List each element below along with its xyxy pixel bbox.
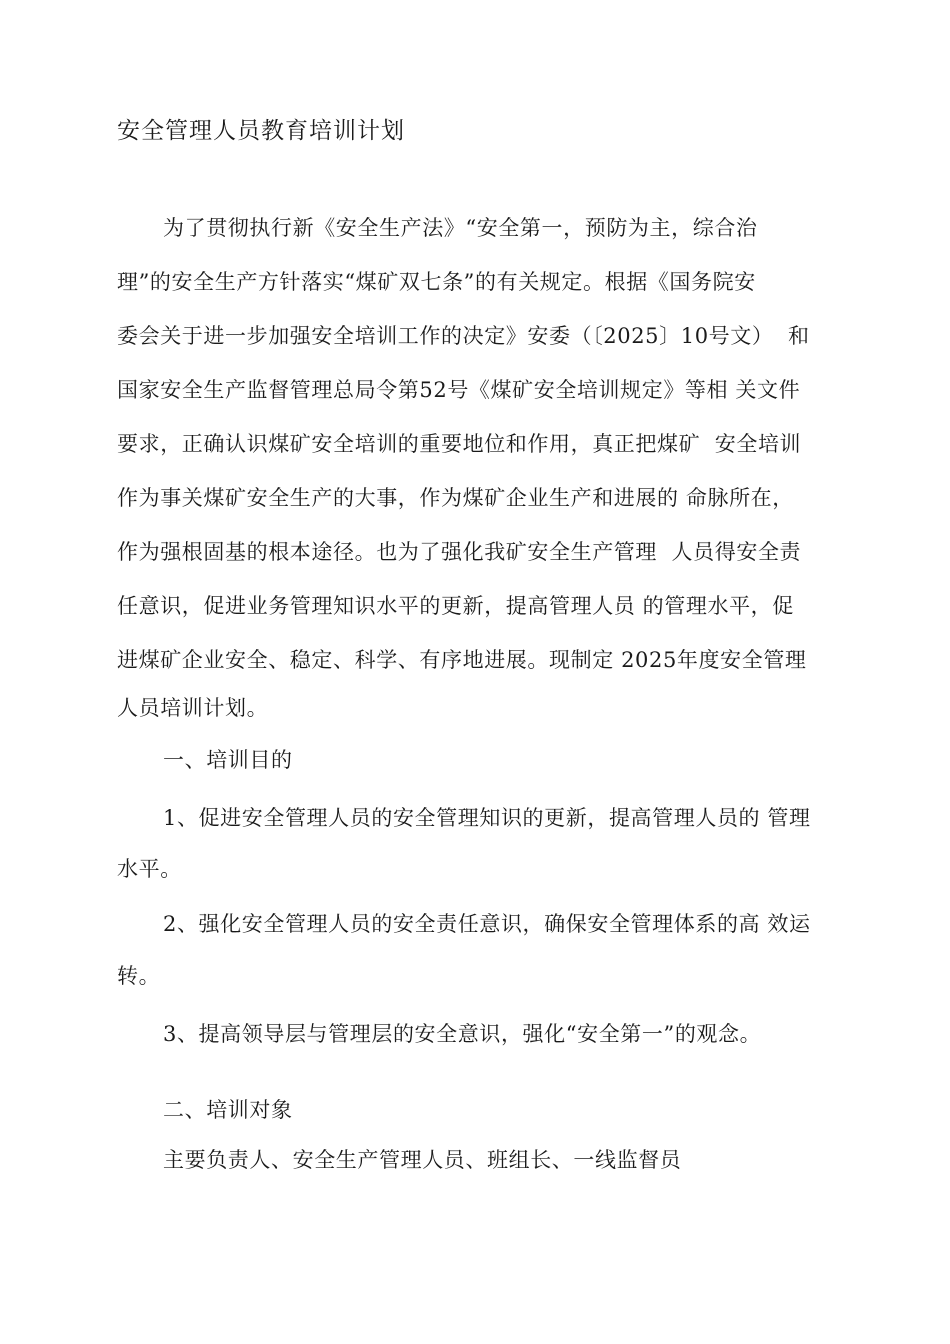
document-title: 安全管理人员教育培训计划 (117, 118, 405, 144)
intro-line: 为了贯彻执行新《安全生产法》“安全第一，预防为主，综合治 (163, 216, 758, 240)
intro-line: 人员培训计划。 (117, 696, 269, 720)
intro-line: 进煤矿企业安全、稳定、科学、有序地进展。现制定 2025年度安全管理 (117, 648, 807, 672)
list-item-2-line: 2、强化安全管理人员的安全责任意识，确保安全管理体系的高 效运 (163, 912, 811, 936)
intro-line: 任意识，促进业务管理知识水平的更新，提高管理人员 的管理水平，促 (117, 594, 794, 618)
intro-line: 要求，正确认识煤矿安全培训的重要地位和作用，真正把煤矿 安全培训 (117, 432, 802, 456)
list-item-2-line: 转。 (117, 964, 161, 988)
list-item-1-line: 1、促进安全管理人员的安全管理知识的更新，提高管理人员的 管理 (163, 806, 811, 830)
list-item-1-line: 水平。 (117, 857, 182, 881)
section-heading-purpose: 一、培训目的 (163, 748, 293, 772)
list-item-3: 3、提高领导层与管理层的安全意识，强化“安全第一”的观念。 (163, 1022, 762, 1046)
intro-line: 作为事关煤矿安全生产的大事，作为煤矿企业生产和进展的 命脉所在， (117, 486, 794, 510)
intro-line: 国家安全生产监督管理总局令第52号《煤矿安全培训规定》等相 关文件 (117, 378, 801, 402)
intro-line: 理”的安全生产方针落实“煤矿双七条”的有关规定。根据《国务院安 (117, 270, 756, 294)
intro-line: 委会关于进一步加强安全培训工作的决定》安委（〔2025〕10号文） 和 (117, 324, 810, 348)
intro-line: 作为强根固基的根本途径。也为了强化我矿安全生产管理 人员得安全责 (117, 540, 802, 564)
section-heading-targets: 二、培训对象 (163, 1098, 293, 1122)
targets-text: 主要负责人、安全生产管理人员、班组长、一线监督员 (163, 1148, 682, 1172)
